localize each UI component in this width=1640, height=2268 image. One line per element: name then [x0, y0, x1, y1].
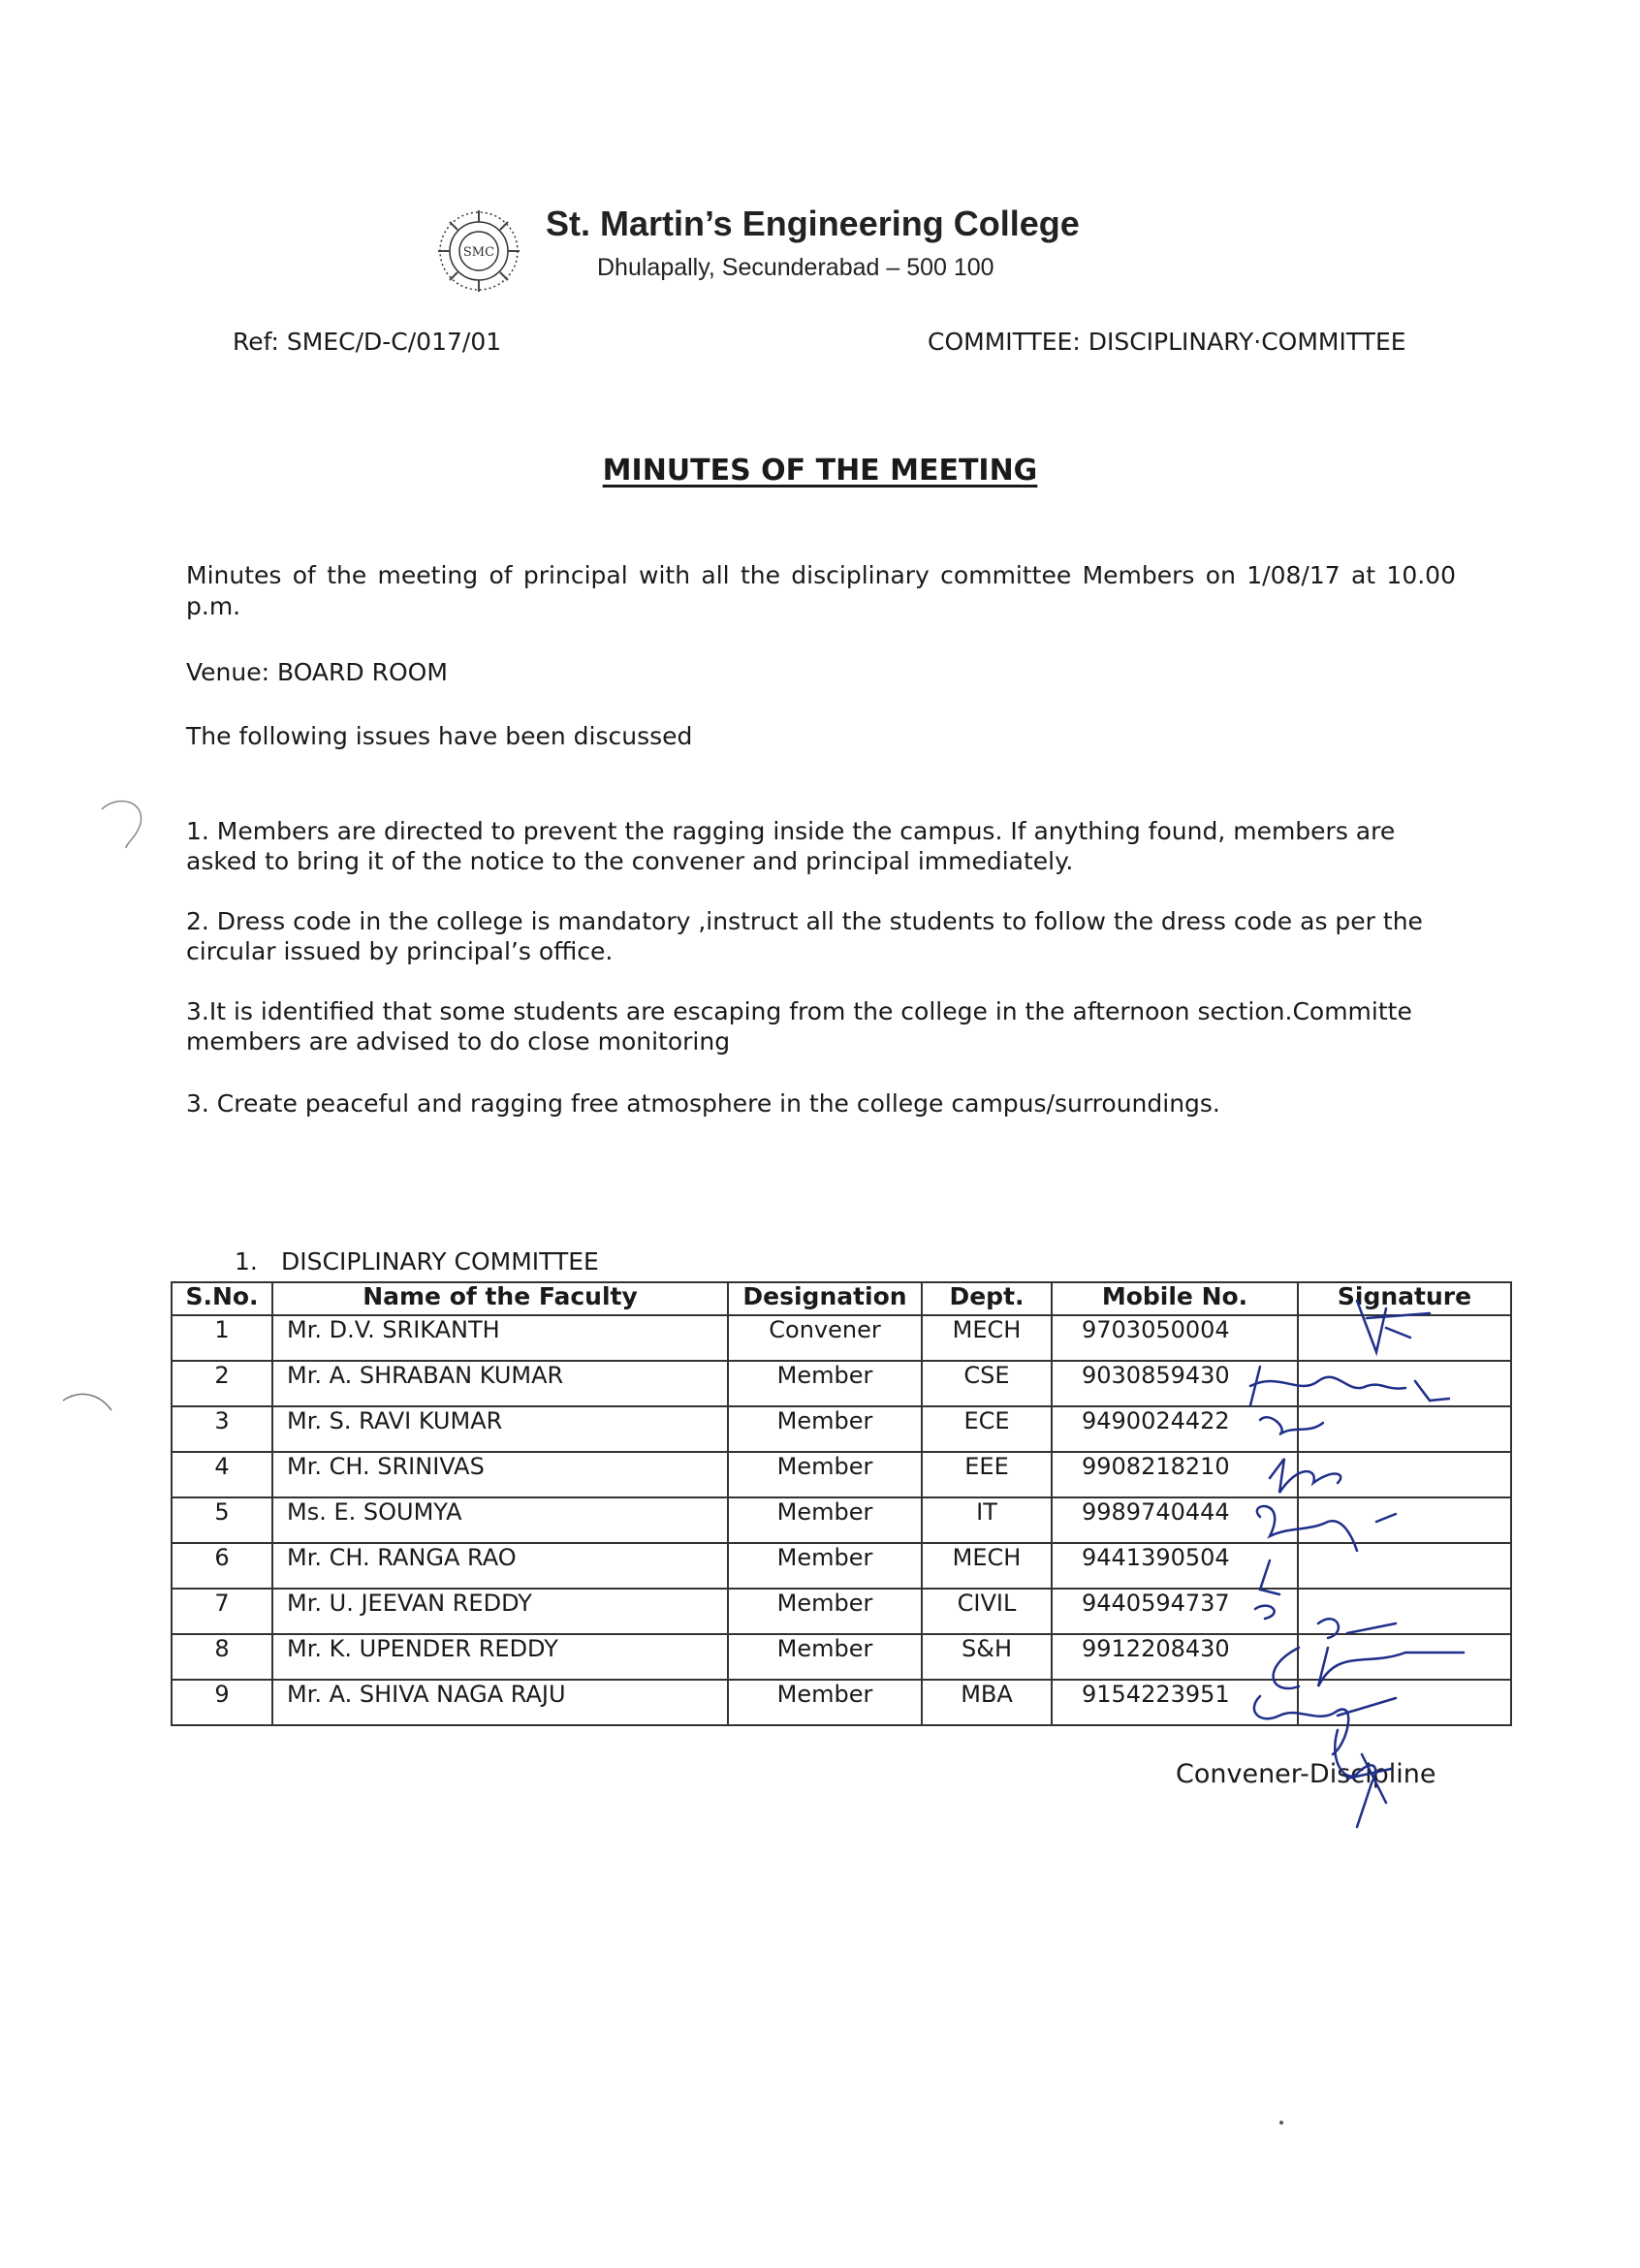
- college-address: Dhulapally, Secunderabad – 500 100: [597, 254, 994, 281]
- cell-sno: 8: [172, 1634, 272, 1680]
- cell-mobile: 9030859430: [1052, 1361, 1298, 1406]
- svg-text:SMC: SMC: [462, 245, 495, 260]
- meeting-venue: Venue: BOARD ROOM: [186, 658, 448, 686]
- cell-dept: ECE: [922, 1406, 1052, 1452]
- signature-5: [1257, 1506, 1396, 1551]
- col-header-mobile: Mobile No.: [1052, 1282, 1298, 1315]
- cell-sno: 4: [172, 1452, 272, 1497]
- cell-dept: S&H: [922, 1634, 1052, 1680]
- signature-7: [1318, 1619, 1396, 1638]
- cell-dept: IT: [922, 1497, 1052, 1543]
- issue-item: 3.It is identified that some students are escaping from the college in the afternoon section.Committe members are advised to do close monitoring: [186, 997, 1412, 1055]
- cell-dept: CSE: [922, 1361, 1052, 1406]
- col-header-designation: Designation: [728, 1282, 922, 1315]
- scan-mark: [58, 1386, 116, 1425]
- cell-dept: MECH: [922, 1543, 1052, 1589]
- cell-designation: Member: [728, 1589, 922, 1634]
- cell-sno: 1: [172, 1315, 272, 1361]
- cell-faculty-name: Mr. K. UPENDER REDDY: [272, 1634, 728, 1680]
- cell-sno: 7: [172, 1589, 272, 1634]
- convener-signature: [1318, 1725, 1405, 1832]
- cell-sno: 3: [172, 1406, 272, 1452]
- cell-designation: Convener: [728, 1315, 922, 1361]
- cell-mobile: 9908218210: [1052, 1452, 1298, 1497]
- document-title: MINUTES OF THE MEETING: [602, 454, 1038, 488]
- cell-sno: 9: [172, 1680, 272, 1725]
- col-header-dept: Dept.: [922, 1282, 1052, 1315]
- cell-faculty-name: Mr. CH. RANGA RAO: [272, 1543, 728, 1589]
- cell-mobile: 9440594737: [1052, 1589, 1298, 1634]
- cell-designation: Member: [728, 1634, 922, 1680]
- cell-faculty-name: Mr. A. SHRABAN KUMAR: [272, 1361, 728, 1406]
- scan-mark: [97, 795, 155, 853]
- cell-designation: Member: [728, 1361, 922, 1406]
- table-heading-number: 1.: [235, 1247, 258, 1276]
- cell-mobile: 9490024422: [1052, 1406, 1298, 1452]
- col-header-name: Name of the Faculty: [272, 1282, 728, 1315]
- cell-sno: 6: [172, 1543, 272, 1589]
- scan-speck: [1279, 2121, 1283, 2125]
- cell-dept: CIVIL: [922, 1589, 1052, 1634]
- signature-3: [1260, 1417, 1323, 1434]
- issue-item: 1. Members are directed to prevent the ragging inside the campus. If anything found, members are asked to bring it of the notice to the convener and principal immediately.: [186, 817, 1396, 875]
- signature-4: [1270, 1459, 1340, 1493]
- issues-lead-in: The following issues have been discussed: [186, 722, 693, 750]
- signature-6: [1255, 1560, 1279, 1619]
- col-header-sno: S.No.: [172, 1282, 272, 1315]
- cell-mobile: 9441390504: [1052, 1543, 1298, 1589]
- issue-item: 3. Create peaceful and ragging free atmosphere in the college campus/surroundings.: [186, 1089, 1220, 1118]
- cell-sno: 5: [172, 1497, 272, 1543]
- college-seal-icon: [436, 208, 521, 294]
- cell-faculty-name: Mr. S. RAVI KUMAR: [272, 1406, 728, 1452]
- committee-name: COMMITTEE: DISCIPLINARY·COMMITTEE: [928, 328, 1406, 356]
- table-heading: [235, 1247, 599, 1276]
- cell-designation: Member: [728, 1497, 922, 1543]
- cell-faculty-name: Mr. A. SHIVA NAGA RAJU: [272, 1680, 728, 1725]
- issue-item: 2. Dress code in the college is mandatory ,instruct all the students to follow the dress code as per the circular issued by principal’s office.: [186, 907, 1423, 965]
- cell-sno: 2: [172, 1361, 272, 1406]
- cell-designation: Member: [728, 1543, 922, 1589]
- cell-faculty-name: Mr. U. JEEVAN REDDY: [272, 1589, 728, 1634]
- cell-dept: EEE: [922, 1452, 1052, 1497]
- college-name: St. Martin’s Engineering College: [546, 204, 1080, 243]
- cell-mobile: 9989740444: [1052, 1497, 1298, 1543]
- member-signatures: [1241, 1299, 1493, 1764]
- cell-designation: Member: [728, 1680, 922, 1725]
- reference-number: Ref: SMEC/D-C/017/01: [233, 328, 502, 356]
- cell-dept: MBA: [922, 1680, 1052, 1725]
- cell-mobile: 9703050004: [1052, 1315, 1298, 1361]
- table-heading-label: DISCIPLINARY COMMITTEE: [281, 1247, 599, 1276]
- signature-1: [1357, 1301, 1430, 1352]
- cell-designation: Member: [728, 1406, 922, 1452]
- meeting-intro: Minutes of the meeting of principal with all the disciplinary committee Members on 1/08/17 at 10.00 p.m.: [186, 561, 1456, 620]
- convener-label: Convener-Discipline: [1176, 1759, 1436, 1789]
- cell-faculty-name: Mr. CH. SRINIVAS: [272, 1452, 728, 1497]
- cell-dept: MECH: [922, 1315, 1052, 1361]
- signature-2: [1250, 1367, 1449, 1405]
- cell-faculty-name: Mr. D.V. SRIKANTH: [272, 1315, 728, 1361]
- cell-faculty-name: Ms. E. SOUMYA: [272, 1497, 728, 1543]
- col-header-signature: Signature: [1298, 1282, 1511, 1315]
- cell-mobile: 9154223951: [1052, 1680, 1298, 1725]
- cell-designation: Member: [728, 1452, 922, 1497]
- signature-8: [1274, 1648, 1464, 1688]
- cell-mobile: 9912208430: [1052, 1634, 1298, 1680]
